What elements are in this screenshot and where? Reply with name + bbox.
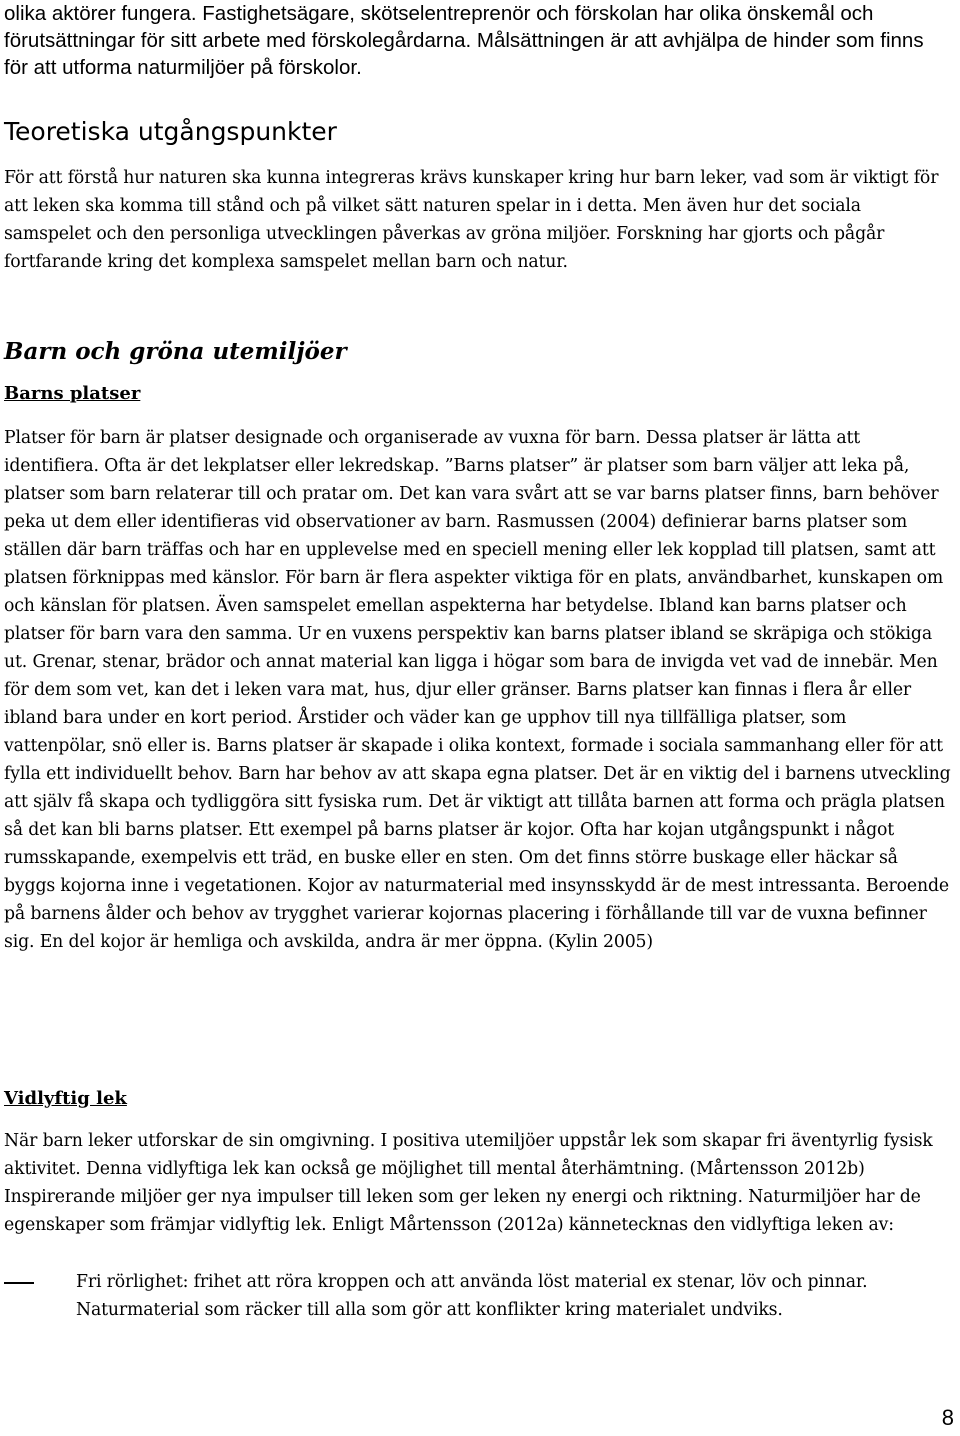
vidlyftig-lek-list	[4, 1268, 952, 1324]
list-item	[4, 1268, 952, 1324]
subheading-vidlyftig-lek: Vidlyftig lek	[4, 1088, 127, 1109]
heading-barn-och-grona-utemiljoer: Barn och gröna utemiljöer	[4, 338, 347, 365]
dash-bullet-icon	[4, 1282, 34, 1284]
teoretiska-body	[4, 164, 952, 276]
vidlyftig-lek-paragraph: När barn leker utforskar de sin omgivning. I positiva utemiljöer uppstår lek som skapar fri äventyrlig fysisk aktivitet. Denna vidlyftiga lek kan också ge möjlighet till mental återhämtning. (Mårtensson 2012b) Inspirerande miljöer ger nya impulser till leken som ger leken ny energi och riktning. Naturmiljöer har de egenskaper som främjar vidlyftig lek. Enligt Mårtensson (2012a) kännetecknas den vidlyftiga leken av:	[4, 1131, 933, 1235]
barns-platser-paragraph: Platser för barn är platser designade och organiserade av vuxna för barn. Dessa platser är lätta att identifiera. Ofta är det lekplatser eller lekredskap. ”Barns platser” är platser som barn väljer att leka på, platser som barn relaterar till och pratar om. Det kan vara svårt att se var barns platser finns, barn behöver peka ut dem eller identifieras vid observationer av barn. Rasmussen (2004) definierar barns platser som ställen där barn träffas och har en upplevelse med en speciell mening eller lek kopplad till platsen, samt att platsen förknippas med känslor. För barn är flera aspekter viktiga för en plats, användbarhet, kunskapen om och känslan för platsen. Även samspelet emellan aspekterna har betydelse. Ibland kan barns platser och platser för barn vara den samma. Ur en vuxens perspektiv kan barns platser ibland se skräpiga och stökiga ut. Grenar, stenar, brädor och annat material kan ligga i högar som bara de invigda vet vad de innebär. Men för dem som vet, kan det i leken vara mat, hus, djur eller gränser. Barns platser kan finnas i flera år eller ibland bara under en kort period. Årstider och väder kan ge upphov till nya tillfälliga platser, som vattenpölar, snö eller is. Barns platser är skapade i olika kontext, formade i sociala sammanhang eller för att fylla ett individuellt behov. Barn har behov av att skapa egna platser. Det är en viktig del i barnens utveckling att själv få skapa och tydliggöra sitt fysiska rum. Det är viktigt att tillåta barnen att forma och prägla platsen så det kan bli barns platser. Ett exempel på barns platser är kojor. Ofta har kojan utgångspunkt i något rumsskapande, exempelvis ett träd, en buske eller en sten. Om det finns större buskage eller häckar så byggs kojorna inne i vegetationen. Kojor av naturmaterial med insynsskydd är de mest intressanta. Beroende på barnens ålder och behov av trygghet varierar kojornas placering i förhållande till var de vuxna befinner sig. En del kojor är hemliga och avskilda, andra är mer öppna. (Kylin 2005)	[4, 428, 951, 952]
list-item-text: Fri rörlighet: frihet att röra kroppen och att använda löst material ex stenar, löv och pinnar. Naturmaterial som räcker till alla som gör att konflikter kring materialet undviks.	[76, 1272, 868, 1320]
heading-teoretiska-utgangspunkter: Teoretiska utgångspunkter	[4, 117, 337, 146]
barns-platser-body	[4, 424, 952, 956]
page-number: 8	[941, 1405, 954, 1430]
vidlyftig-lek-body	[4, 1127, 952, 1239]
intro-paragraph: olika aktörer fungera. Fastighetsägare, skötselentreprenör och förskolan har olika önskemål och förutsättningar för sitt arbete med förskolegårdarna. Målsättningen är att avhjälpa de hinder som finns för att utforma naturmiljöer på förskolor.	[4, 2, 924, 79]
subheading-barns-platser: Barns platser	[4, 383, 141, 404]
document-page	[4, 0, 952, 1320]
teoretiska-paragraph: För att förstå hur naturen ska kunna integreras krävs kunskaper kring hur barn leker, vad som är viktigt för att leken ska komma till stånd och på vilket sätt naturen spelar in i detta. Men även hur det sociala samspelet och den personliga utvecklingen påverkas av gröna miljöer. Forskning har gjorts och pågår fortfarande kring det komplexa samspelet mellan barn och natur.	[4, 168, 939, 272]
